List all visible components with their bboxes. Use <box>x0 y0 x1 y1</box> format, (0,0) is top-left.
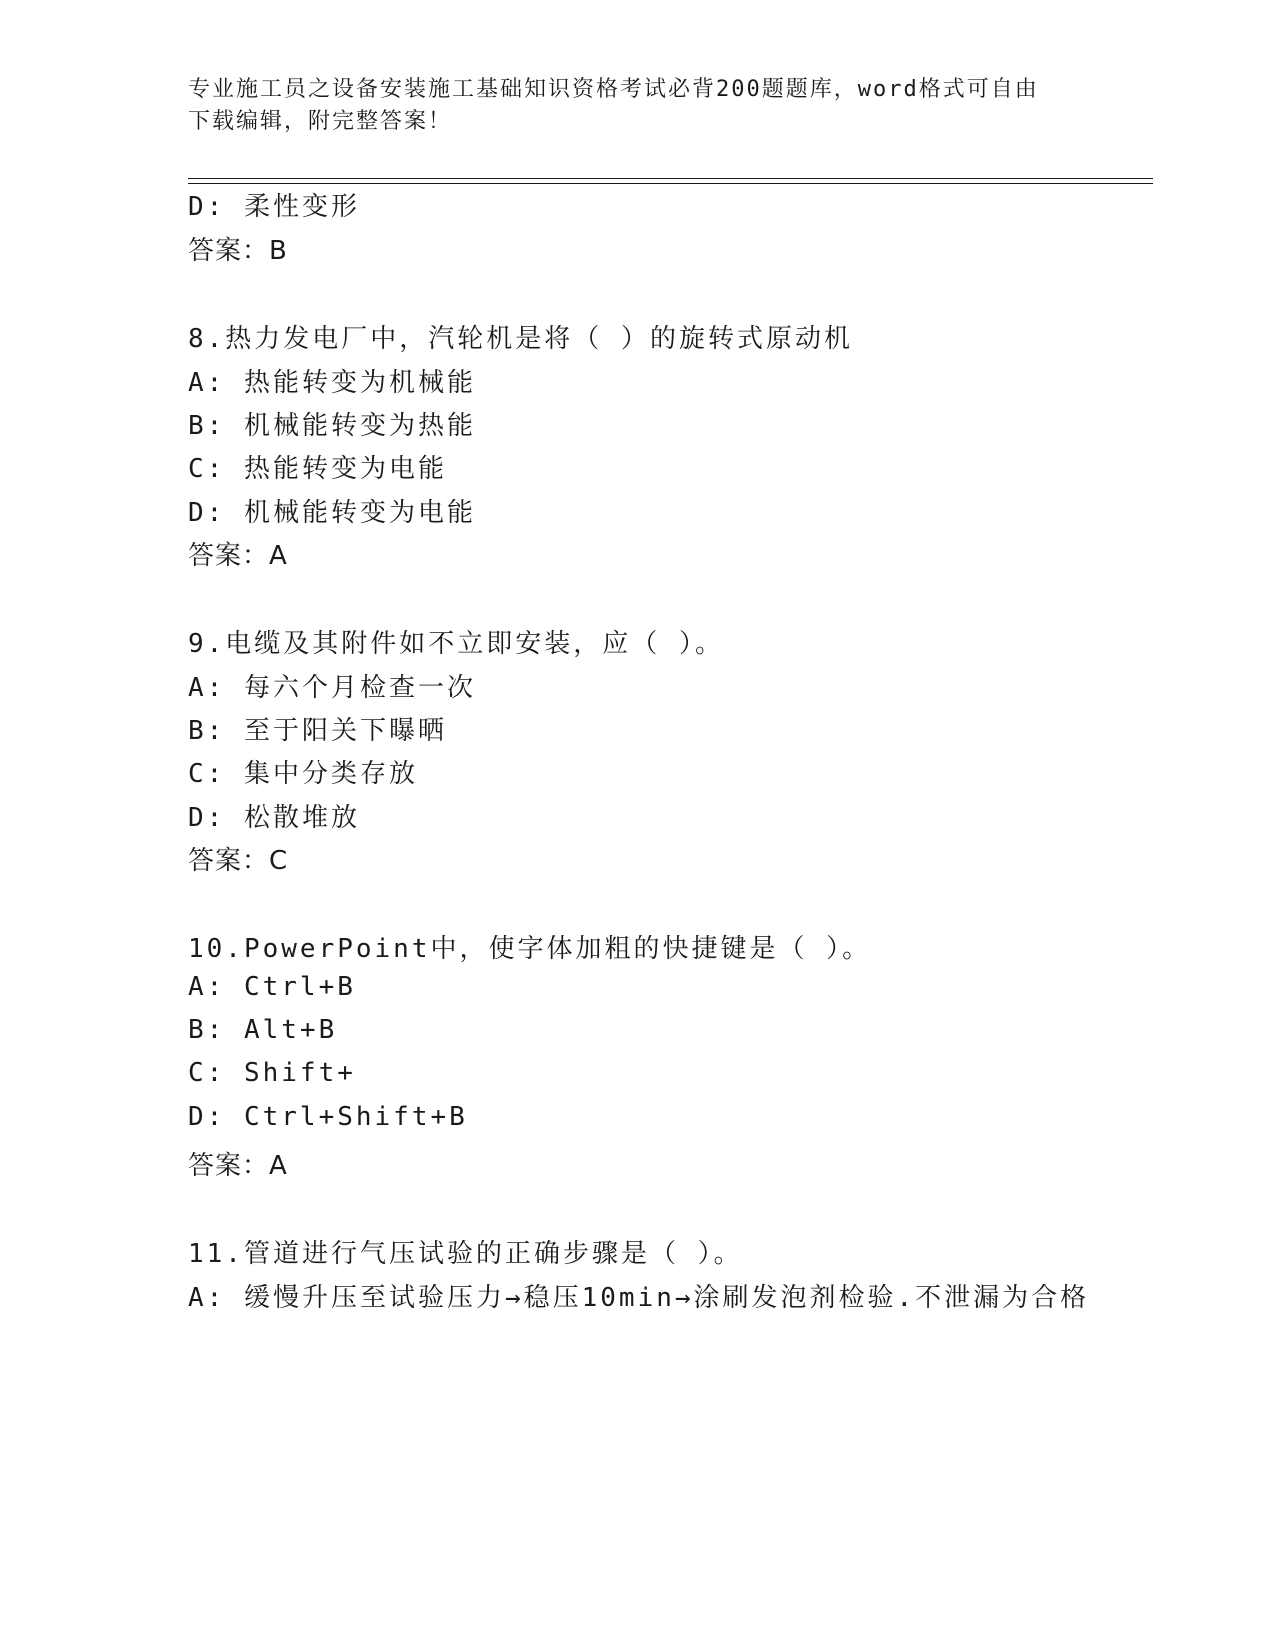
document-header <box>188 74 1068 138</box>
question-11-stem: 11.管道进行气压试验的正确步骤是（ ）。 <box>188 1239 743 1269</box>
question-10-stem: 10.PowerPoint中，使字体加粗的快捷键是（ ）。 <box>188 934 872 964</box>
prev-answer: 答案：B <box>188 236 288 266</box>
header-rule-top <box>188 178 1153 179</box>
header-line-1: 专业施工员之设备安装施工基础知识资格考试必背200题题库，word格式可自由 <box>188 77 1039 102</box>
question-10-option-a: A: Ctrl+B <box>188 972 356 1002</box>
question-10-option-d: D: Ctrl+Shift+B <box>188 1102 468 1132</box>
question-8-stem: 8.热力发电厂中，汽轮机是将（ ）的旋转式原动机 <box>188 324 853 354</box>
question-11-option-a: A: 缓慢升压至试验压力→稳压10min→涂刷发泡剂检验.不泄漏为合格 <box>188 1283 1090 1313</box>
question-9-option-a: A: 每六个月检查一次 <box>188 673 476 703</box>
question-9-answer: 答案：C <box>188 846 289 876</box>
header-rule-bottom <box>188 183 1153 184</box>
question-9-option-d: D: 松散堆放 <box>188 803 360 833</box>
question-8-option-c: C: 热能转变为电能 <box>188 454 447 484</box>
question-10-answer: 答案：A <box>188 1151 288 1181</box>
question-8-option-a: A: 热能转变为机械能 <box>188 368 476 398</box>
question-8-option-b: B: 机械能转变为热能 <box>188 411 476 441</box>
question-8-option-d: D: 机械能转变为电能 <box>188 498 476 528</box>
question-9-stem: 9.电缆及其附件如不立即安装，应（ ）。 <box>188 629 724 659</box>
header-line-2: 下载编辑，附完整答案！ <box>188 109 453 134</box>
question-9-option-b: B: 至于阳关下曝晒 <box>188 716 447 746</box>
question-9-option-c: C: 集中分类存放 <box>188 759 418 789</box>
question-10-option-c: C: Shift+ <box>188 1058 356 1088</box>
prev-option-d: D: 柔性变形 <box>188 192 360 222</box>
question-10-option-b: B: Alt+B <box>188 1015 338 1045</box>
question-8-answer: 答案：A <box>188 541 288 571</box>
